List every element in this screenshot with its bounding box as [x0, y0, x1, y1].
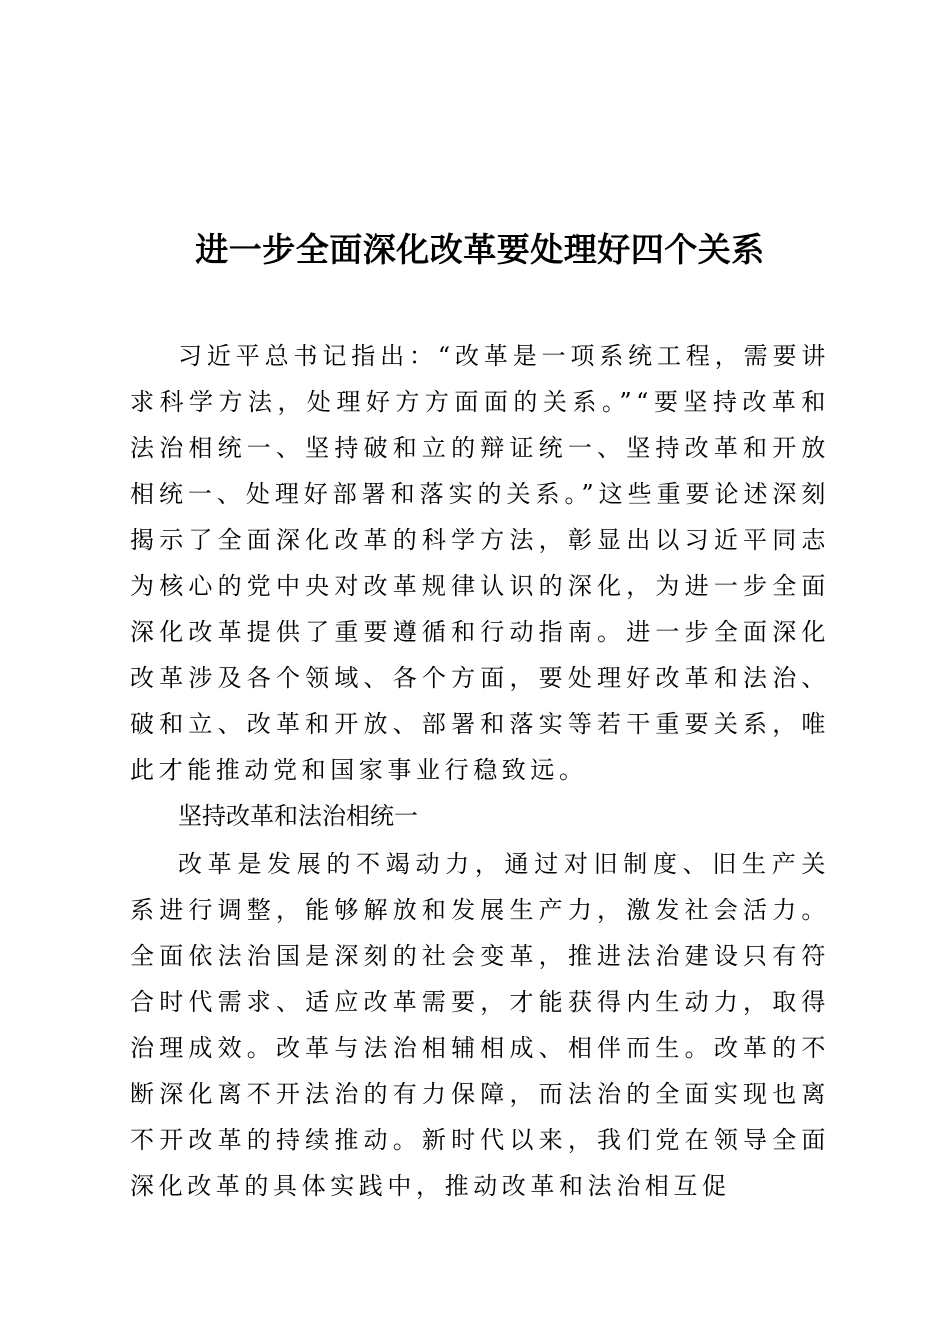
document-body	[130, 333, 830, 1209]
section-heading: 坚持改革和法治相统一	[178, 802, 418, 830]
section-paragraph: 改革是发展的不竭动力，通过对旧制度、旧生产关系进行调整，能够解放和发展生产力，激发社会活力。全面依法治国是深刻的社会变革，推进法治建设只有符合时代需求、适应改革需要，才能获得内生动力，取得治理成效。改革与法治相辅相成、相伴而生。改革的不断深化离不开法治的有力保障，而法治的全面实现也离不开改革的持续推动。新时代以来，我们党在领导全面深化改革的具体实践中，推动改革和法治相互促	[130, 850, 830, 1200]
intro-paragraph: 习近平总书记指出：“改革是一项系统工程，需要讲求科学方法，处理好方方面面的关系。”“要坚持改革和法治相统一、坚持破和立的辩证统一、坚持改革和开放相统一、处理好部署和落实的关系。”这些重要论述深刻揭示了全面深化改革的科学方法，彰显出以习近平同志为核心的党中央对改革规律认识的深化，为进一步全面深化改革提供了重要遵循和行动指南。进一步全面深化改革涉及各个领域、各个方面，要处理好改革和法治、破和立、改革和开放、部署和落实等若干重要关系，唯此才能推动党和国家事业行稳致远。	[130, 342, 830, 784]
document-title: 进一步全面深化改革要处理好四个关系	[195, 230, 765, 269]
